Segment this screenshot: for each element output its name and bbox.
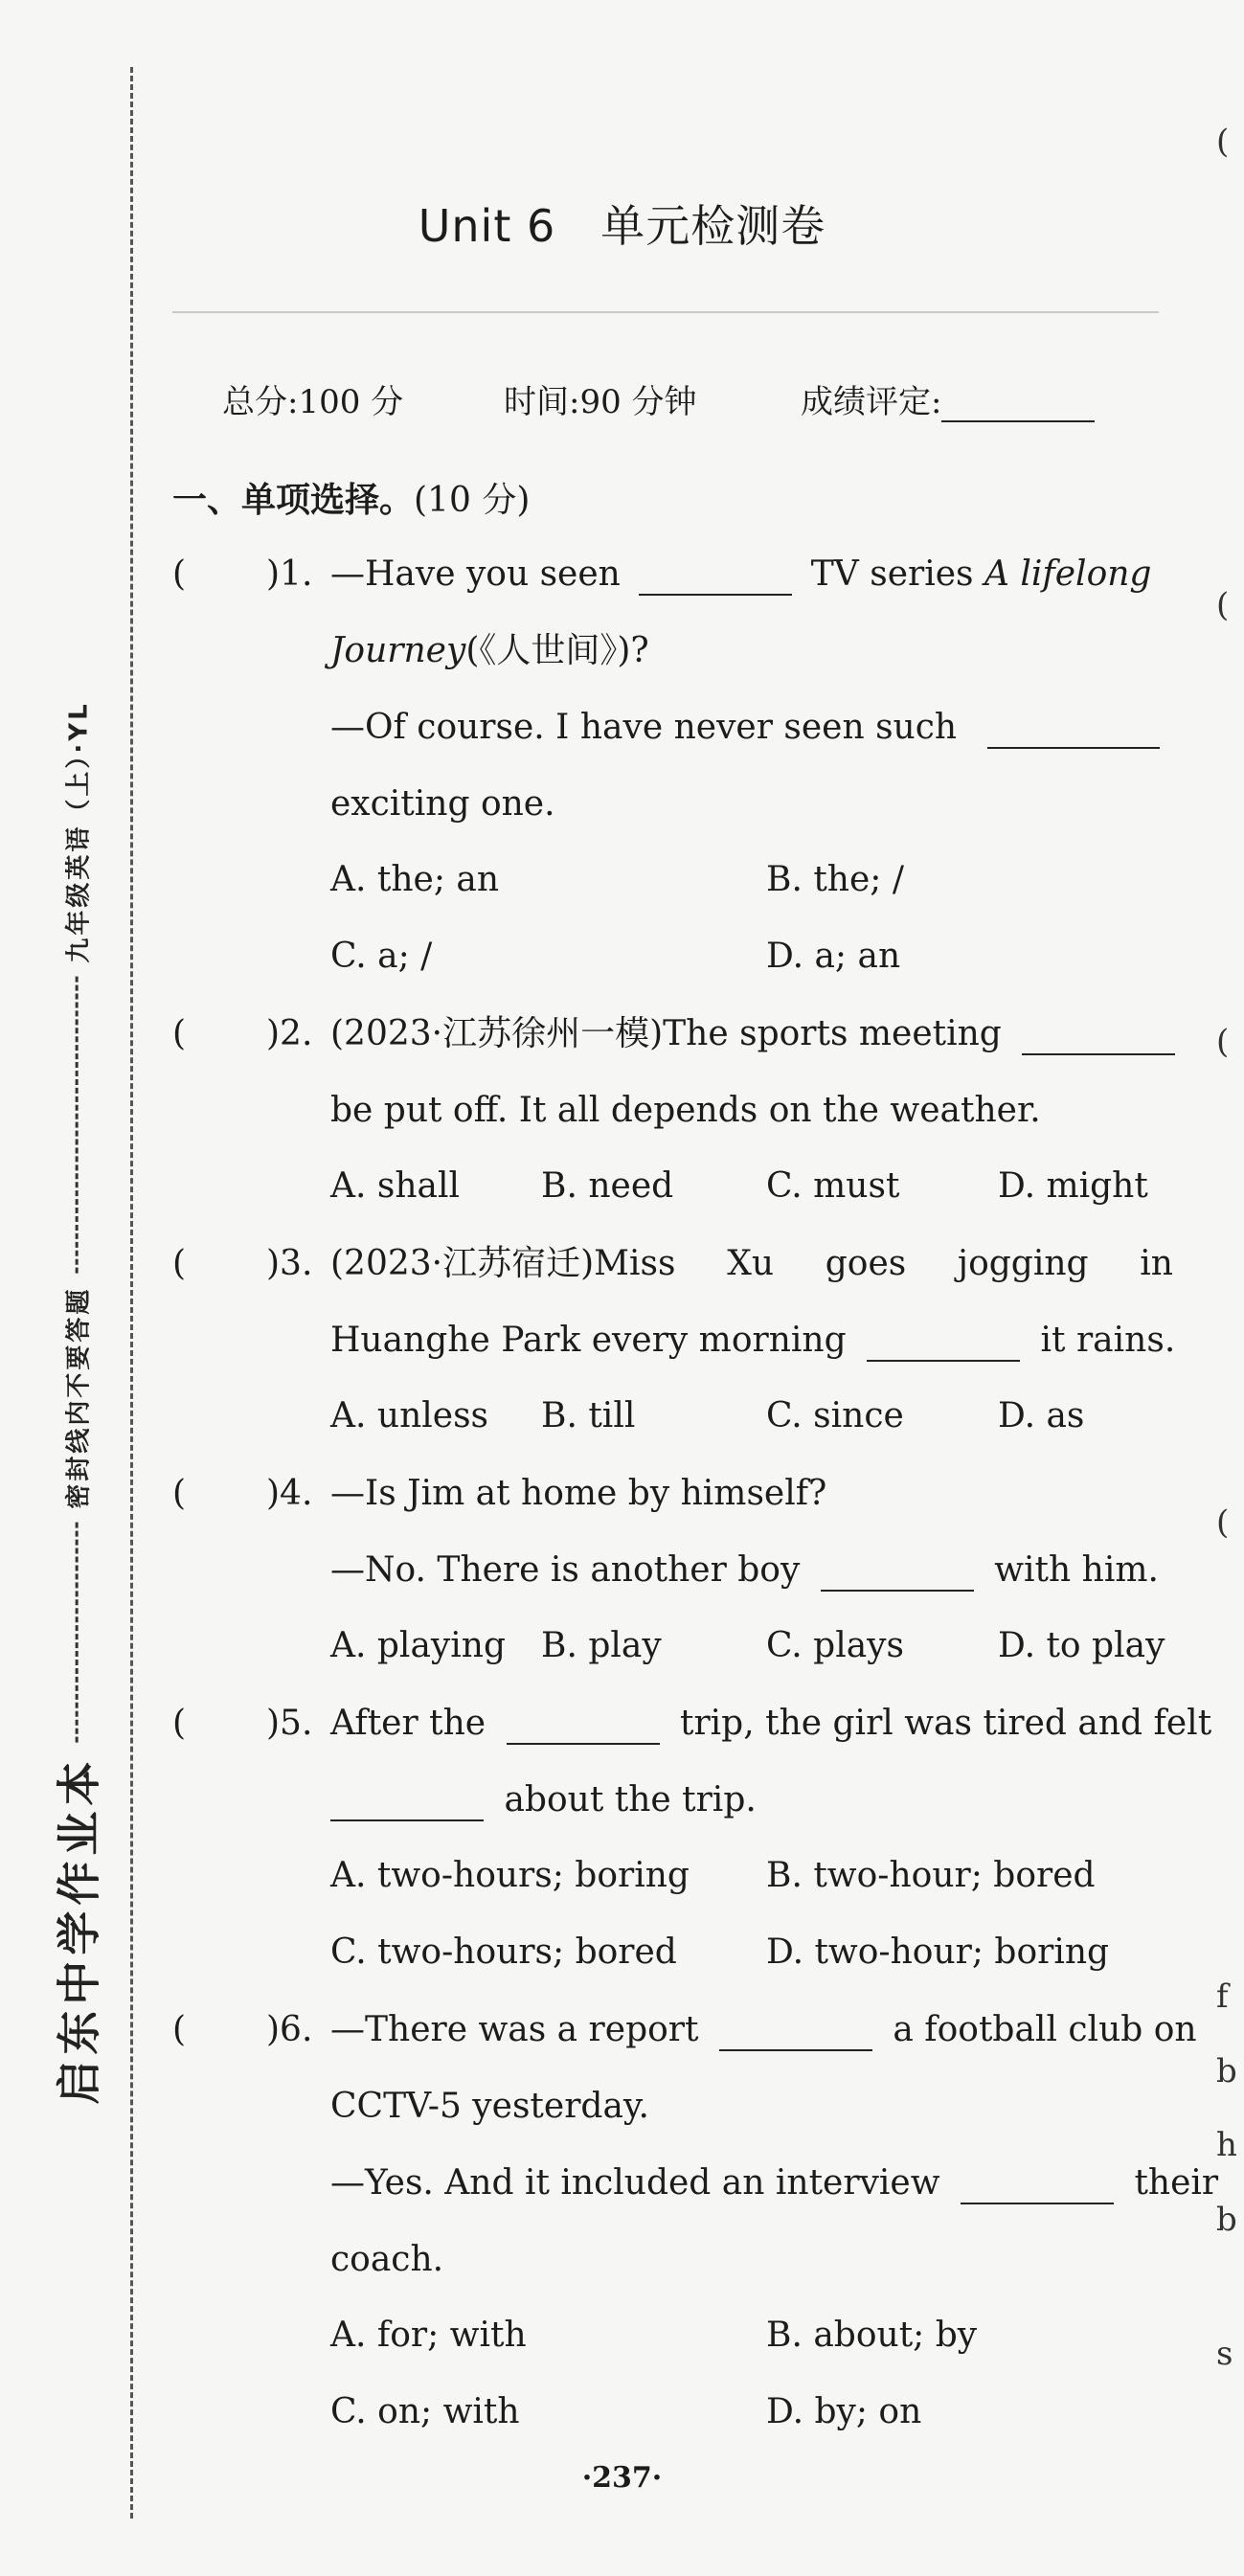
- question-text: coach.: [330, 2240, 444, 2279]
- next-page-fragment: s: [1216, 2335, 1233, 2373]
- text-segment: —Have you seen: [330, 554, 621, 594]
- text-segment: their: [1134, 2163, 1219, 2203]
- option-c: C. must: [766, 1166, 900, 1206]
- next-page-fragment: f: [1216, 1977, 1229, 2016]
- title-italic: Journey: [330, 631, 466, 670]
- option-a: A. for; with: [330, 2316, 527, 2355]
- section-title: 一、单项选择。: [172, 481, 415, 520]
- answer-blank: [821, 1557, 974, 1592]
- answer-blank: [987, 714, 1160, 749]
- section-heading: [172, 473, 530, 522]
- question-number: )4.: [266, 1474, 313, 1513]
- option-a: A. the; an: [330, 860, 500, 899]
- next-page-fragment: (: [1216, 1503, 1230, 1542]
- next-page-fragment: b: [1216, 2201, 1237, 2239]
- page-number: ·237·: [581, 2461, 663, 2495]
- question-text: —Is Jim at home by himself?: [330, 1474, 827, 1513]
- question-number: )6.: [266, 2010, 313, 2049]
- total-score: 总分:100 分: [222, 383, 404, 421]
- next-page-fragment: b: [1216, 2052, 1237, 2090]
- title-divider: [172, 311, 1159, 313]
- text-segment: goes: [825, 1244, 907, 1283]
- option-a: A. unless: [330, 1396, 489, 1435]
- text-segment: —There was a report: [330, 2010, 699, 2049]
- answer-blank: [961, 2170, 1114, 2204]
- text-segment: After the: [330, 1704, 486, 1743]
- next-page-fragment: (: [1216, 123, 1230, 161]
- question-text: [330, 2009, 1197, 2051]
- option-c: C. since: [766, 1396, 904, 1435]
- question-text: be put off. It all depends on the weather.: [330, 1091, 1041, 1130]
- question-text: CCTV-5 yesterday.: [330, 2087, 649, 2126]
- answer-blank: [639, 561, 792, 596]
- sidebar-dash: [76, 977, 79, 1274]
- option-b: B. about; by: [766, 2316, 978, 2355]
- time-limit: 时间:90 分钟: [504, 383, 697, 421]
- option-b: B. till: [541, 1396, 636, 1435]
- page-title: Unit 6 单元检测卷: [418, 200, 826, 252]
- text-segment: with him.: [994, 1550, 1159, 1590]
- question-text: exciting one.: [330, 784, 555, 824]
- text-segment: trip, the girl was tired and felt: [679, 1704, 1212, 1743]
- question-text: [330, 1549, 1159, 1592]
- question-number: )5.: [266, 1704, 313, 1743]
- next-page-fragment: h: [1216, 2126, 1237, 2164]
- option-d: D. to play: [998, 1626, 1165, 1665]
- question-text: [330, 1779, 757, 1821]
- text-segment: jogging: [957, 1244, 1089, 1283]
- option-d: D. as: [998, 1396, 1085, 1435]
- sidebar-dash: [76, 1523, 79, 1743]
- option-d: D. might: [998, 1166, 1148, 1206]
- question-text: [330, 707, 1160, 749]
- next-page-fragment: (: [1216, 1023, 1230, 1061]
- option-c: C. two-hours; bored: [330, 1932, 677, 1972]
- text-segment: —No. There is another boy: [330, 1550, 801, 1590]
- next-page-fragment: (: [1216, 586, 1230, 624]
- seal-notice: 密封线内不要答题: [64, 1286, 94, 1509]
- answer-blank: [330, 1787, 484, 1821]
- question-text: [330, 1703, 1211, 1745]
- text-segment: —Of course. I have never seen such: [330, 708, 958, 747]
- question-text: [330, 2162, 1218, 2204]
- text-segment: (2023·江苏宿迁)Miss: [330, 1244, 676, 1283]
- answer-blank: [1022, 1021, 1175, 1055]
- option-b: B. play: [541, 1626, 662, 1665]
- option-b: B. two-hour; bored: [766, 1856, 1096, 1895]
- answer-bracket: (: [172, 1244, 187, 1283]
- option-b: B. the; /: [766, 860, 904, 899]
- question-number: )1.: [266, 554, 313, 594]
- grade-blank: [941, 392, 1095, 422]
- option-a: A. shall: [330, 1166, 461, 1206]
- answer-blank: [719, 2017, 872, 2051]
- grade-field: [801, 375, 1095, 422]
- school-name: 启东中学作业本: [54, 1755, 106, 2105]
- title-italic: A lifelong: [984, 554, 1152, 594]
- answer-bracket: (: [172, 1704, 187, 1743]
- option-b: B. need: [541, 1166, 674, 1206]
- option-d: D. a; an: [766, 937, 901, 976]
- question-text: [330, 1013, 1175, 1055]
- option-c: C. a; /: [330, 937, 433, 976]
- binding-sidebar: [38, 517, 115, 2289]
- question-number: )2.: [266, 1014, 313, 1053]
- binding-dashed-line: [130, 67, 133, 2519]
- grade-subject: 九年级英语（上）·YL: [64, 701, 94, 963]
- question-text: [330, 1320, 1175, 1362]
- text-segment: Huanghe Park every morning: [330, 1321, 847, 1360]
- option-c: C. plays: [766, 1626, 904, 1665]
- text-segment: —Yes. And it included an interview: [330, 2163, 940, 2203]
- answer-bracket: (: [172, 2010, 187, 2049]
- answer-bracket: (: [172, 1014, 187, 1053]
- option-c: C. on; with: [330, 2392, 520, 2431]
- text-segment: Xu: [727, 1244, 775, 1283]
- question-number: )3.: [266, 1244, 313, 1283]
- sidebar-text: [45, 701, 108, 2104]
- text-segment: it rains.: [1040, 1321, 1176, 1360]
- section-points: (10 分): [414, 481, 531, 520]
- option-a: A. playing: [330, 1626, 506, 1665]
- answer-bracket: (: [172, 554, 187, 594]
- text-segment: about the trip.: [504, 1780, 757, 1819]
- option-d: D. two-hour; boring: [766, 1932, 1110, 1972]
- text-segment: a football club on: [893, 2010, 1197, 2049]
- question-text: [330, 1243, 1173, 1285]
- text-segment: (2023·江苏徐州一模)The sports meeting: [330, 1014, 1002, 1053]
- option-d: D. by; on: [766, 2392, 922, 2431]
- option-a: A. two-hours; boring: [330, 1856, 690, 1895]
- question-text: [330, 630, 649, 672]
- answer-blank: [867, 1327, 1020, 1362]
- text-segment: TV series: [810, 554, 974, 594]
- answer-blank: [507, 1710, 660, 1745]
- grade-label: 成绩评定:: [801, 383, 942, 421]
- question-text: [330, 554, 1151, 596]
- answer-bracket: (: [172, 1474, 187, 1513]
- text-segment: in: [1140, 1244, 1173, 1283]
- text-segment: (《人世间》)?: [465, 631, 649, 670]
